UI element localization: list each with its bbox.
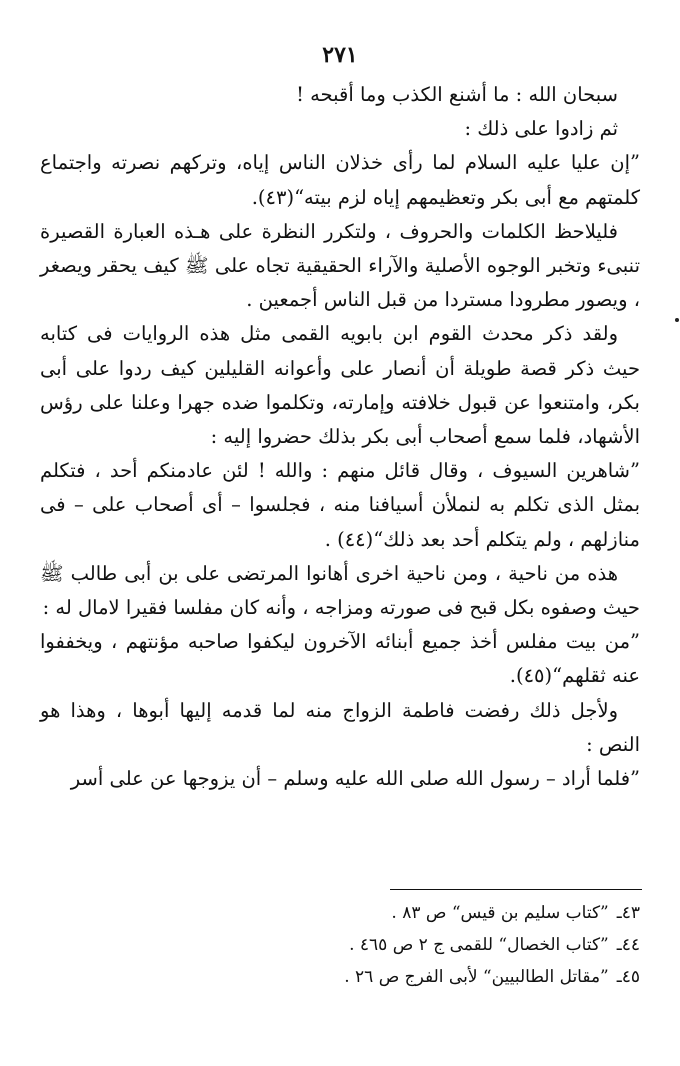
- paragraph-observe-words: فليلاحظ الكلمات والحروف ، ولتكرر النظرة على هـذه العبارة القصيرة تنبىء وتخبر الوجوه الأصلية والآراء الحقيقية تجاه على ﷺ كيف يحقر ويصغر ، ويصور مطرودا مستردا من قبل الناس أجمعين .: [40, 219, 640, 312]
- paragraph-fatima-refusal: ولأجل ذلك رفضت فاطمة الزواج منه لما قدمه إليها أبوها ، وهذا هو النص :: [40, 698, 640, 756]
- quote-bankrupt-house: ”من بيت مفلس أخذ جميع أبنائه الآخرون ليكفوا صاحبه مؤنتهم ، ويخففوا عنه ثقلهم“(٤٥).: [40, 630, 640, 688]
- footnotes: [80, 897, 640, 993]
- footnote-number: ٤٤ـ: [616, 935, 640, 955]
- scan-speck: [675, 318, 679, 322]
- paragraph-intro: ثم زادوا على ذلك :: [464, 117, 618, 141]
- footnote-text: ”مقاتل الطالبيين“ لأبى الفرج ص ٢٦ .: [344, 967, 609, 987]
- quote-drawn-swords: ”شاهرين السيوف ، وقال قائل منهم : والله ! لئن عادمنكم أحد ، فتكلم بمثل الذى تكلم به لنملأن أسيافنا منه ، فجلسوا – أى أصحاب على – فى منازلهم ، ولم يتكلم أحد بعد ذلك“(٤٤) .: [40, 459, 640, 551]
- body-text: [40, 78, 640, 796]
- footnote-number: ٤٥ـ: [616, 967, 640, 987]
- footnote-divider: [390, 889, 642, 890]
- footnote-text: ”كتاب سليم بن قيس“ ص ٨٣ .: [391, 903, 609, 923]
- quote-marriage: ”فلما أراد – رسول الله صلى الله عليه وسلم – أن يزوجها عن على أسر: [70, 767, 640, 791]
- footnote-item: [80, 897, 640, 929]
- footnote-text: ”كتاب الخصال“ للقمى ج ٢ ص ٤٦٥ .: [349, 935, 609, 955]
- footnote-item: [80, 929, 640, 961]
- paragraph-ibn-babawayh: ولقد ذكر محدث القوم ابن بابويه القمى مثل هذه الروايات فى كتابه حيث ذكر قصة طويلة أن أنصار على وأعوانه القليلين كيف ردوا على أبى بكر، وامتنعوا عن قبول خلافته وإمارته، وتكلموا ضده جهرا وعلنا على رؤس الأشهاد، فلما سمع أصحاب أبى بكر بذلك حضروا إليه :: [40, 322, 640, 449]
- footnote-number: ٤٣ـ: [616, 903, 640, 923]
- paragraph-exclamation: سبحان الله : ما أشنع الكذب وما أقبحه !: [296, 83, 618, 106]
- quote-ali-stayed-home: ”إن عليا عليه السلام لما رأى خذلان الناس إياه، وتركهم نصرته واجتماع كلمتهم مع أبى بكر وتعظيمهم إياه لزم بيته“(٤٣).: [40, 151, 640, 209]
- paragraph-insult-ali: هذه من ناحية ، ومن ناحية اخرى أهانوا المرتضى على بن أبى طالب ﷺ حيث وصفوه بكل قبح فى صورته ومزاجه ، وأنه كان مفلسا فقيرا لامال له :: [40, 561, 640, 620]
- footnote-item: [80, 961, 640, 993]
- page-number: ٢٧١: [322, 42, 358, 68]
